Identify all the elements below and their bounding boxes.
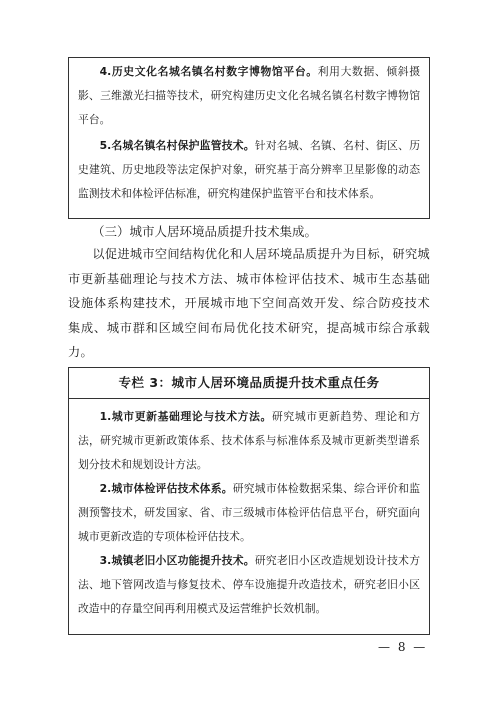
list-item xyxy=(69,477,429,549)
list-item xyxy=(69,58,429,132)
item-body: 研究城市体检数据采集、综合评价和监测预警技术，研发国家、省、市三级城市体检评估信息平台，研究面向城市更新改造的专项体检评估技术。 xyxy=(78,482,420,543)
section-paragraph: 以促进城市空间结构优化和人居环境品质提升为目标，研究城市更新基础理论与技术方法、城市体检评估技术、城市生态基础设施体系构建技术，开展城市地下空间高效开发、综合防疫技术集成、城市群和区域空间布局优化技术研究，提高城市综合承载力。 xyxy=(68,247,430,359)
item-title: 4.历史文化名城名镇名村数字博物馆平台。 xyxy=(99,65,318,78)
list-item xyxy=(69,132,429,206)
section-heading: （三）城市人居环境品质提升技术集成。 xyxy=(92,224,318,239)
item-body: 针对名城、名镇、名村、街区、历史建筑、历史地段等法定保护对象，研究基于高分辨率卫星影像的动态监测技术和体检评估标准，研究构建保护监管平台和技术体系。 xyxy=(78,139,420,200)
list-item xyxy=(69,405,429,477)
item-body: 研究城市更新趋势、理论和方法，研究城市更新政策体系、技术体系与标准体系及城市更新类型谱系划分技术和规划设计方法。 xyxy=(78,410,421,471)
column-box-continued xyxy=(68,57,430,219)
column-box-3 xyxy=(68,367,430,635)
item-title: 3.城镇老旧小区功能提升技术。 xyxy=(99,554,255,567)
item-title: 5.名城名镇名村保护监管技术。 xyxy=(99,139,255,152)
item-body: 研究老旧小区改造规划设计技术方法、地下管网改造与修复技术、停车设施提升改造技术，研究老旧小区改造中的存量空间再利用模式及运营维护长效机制。 xyxy=(78,554,420,615)
list-item xyxy=(69,549,429,621)
item-title: 1.城市更新基础理论与技术方法。 xyxy=(99,410,272,423)
column-box-title: 专栏 3：城市人居环境品质提升技术重点任务 xyxy=(69,368,429,399)
page-number: — 8 — xyxy=(378,640,428,654)
item-title: 2.城市体检评估技术体系。 xyxy=(99,482,233,495)
item-body: 利用大数据、倾斜摄影、三维激光扫描等技术，研究构建历史文化名城名镇名村数字博物馆平台。 xyxy=(78,65,420,126)
